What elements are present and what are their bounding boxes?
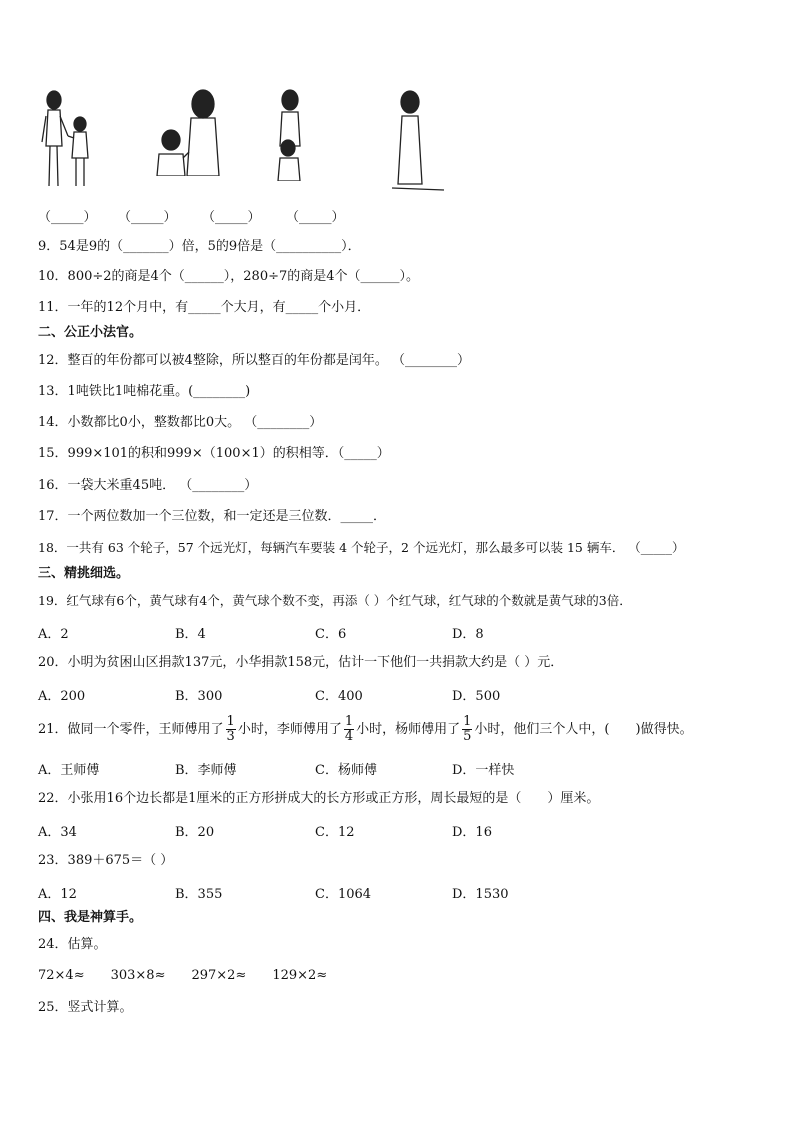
question-21-options: [38, 759, 738, 777]
option-d[interactable]: D．8: [452, 627, 484, 642]
question-20-options: [38, 685, 738, 703]
option-b[interactable]: B．20: [175, 825, 215, 840]
question-22: 22．小张用16个边长都是1厘米的正方形拼成大的长方形或正方形，周长最短的是（ ）厘米。: [38, 791, 600, 806]
section-4-heading: 四、我是神算手。: [38, 910, 143, 925]
option-c[interactable]: C．12: [315, 825, 355, 840]
answer-blank-2[interactable]: （_____）: [118, 210, 177, 225]
option-d[interactable]: D．1530: [452, 887, 509, 902]
question-25: 25．竖式计算。: [38, 1000, 133, 1015]
picture-mother-alone: [388, 86, 448, 192]
question-21-text-2: 小时，李师傅用了: [237, 722, 342, 737]
option-c[interactable]: C．杨师傅: [315, 763, 377, 778]
picture-mother-and-daughter-side: [274, 86, 314, 181]
question-24: 24．估算。: [38, 937, 107, 952]
option-d[interactable]: D．一样快: [452, 763, 515, 778]
picture-mother-and-daughter-back: [153, 86, 233, 176]
question-16: 16．一袋大米重45吨． （________）: [38, 478, 258, 493]
question-19-options: [38, 623, 738, 641]
question-12: 12．整百的年份都可以被4整除，所以整百的年份都是闰年。 （________）: [38, 353, 470, 368]
question-21-text-1: 21．做同一个零件，王师傅用了: [38, 722, 224, 737]
option-a[interactable]: A．2: [38, 627, 69, 642]
question-18: 18．一共有 63 个轮子，57 个远光灯，每辆汽车要装 4 个轮子，2 个远光灯，那么最多可以装 15 辆车． （_____）: [38, 540, 685, 555]
option-d[interactable]: D．16: [452, 825, 492, 840]
question-21-text-4: 小时，他们三个人中，( )做得快。: [474, 722, 693, 737]
fraction-one-third: $\frac{1}{3}$: [226, 714, 235, 744]
question-14: 14．小数都比0小，整数都比0大。 （________）: [38, 415, 323, 430]
section-2-heading: 二、公正小法官。: [38, 325, 143, 340]
question-13: 13．1吨铁比1吨棉花重。(________): [38, 384, 251, 399]
question-23-options: [38, 883, 738, 901]
question-19: 19．红气球有6个，黄气球有4个，黄气球个数不变，再添（ ）个红气球，红气球的个数就是黄气球的3倍．: [38, 593, 632, 608]
answer-blank-1[interactable]: （_____）: [38, 210, 97, 225]
question-10: 10．800÷2的商是4个（______），280÷7的商是4个（______）。: [38, 269, 420, 284]
question-15: 15．999×101的积和999×（100×1）的积相等．（_____）: [38, 446, 390, 461]
question-20: 20．小明为贫困山区捐款137元，小华捐款158元，估计一下他们一共捐款大约是（ ）元．: [38, 655, 564, 670]
question-9: 9．54是9的（_______）倍，5的9倍是（__________）．: [38, 239, 361, 254]
question-17: 17．一个两位数加一个三位数，和一定还是三位数．_____．: [38, 509, 387, 524]
question-22-options: [38, 821, 738, 839]
section-3-heading: 三、精挑细选。: [38, 566, 130, 581]
question-11: 11．一年的12个月中，有_____个大月，有_____个小月．: [38, 300, 371, 315]
option-b[interactable]: B．300: [175, 689, 223, 704]
answer-blank-4[interactable]: （_____）: [286, 210, 345, 225]
option-d[interactable]: D．500: [452, 689, 501, 704]
question-21: [38, 712, 693, 748]
option-b[interactable]: B．4: [175, 627, 206, 642]
picture-mother-and-daughter-front: [38, 86, 108, 192]
answer-blank-3[interactable]: （_____）: [202, 210, 261, 225]
option-c[interactable]: C．6: [315, 627, 347, 642]
question-23: 23．389＋675＝（ ）: [38, 853, 174, 868]
option-a[interactable]: A．34: [38, 825, 77, 840]
option-c[interactable]: C．1064: [315, 887, 372, 902]
option-a[interactable]: A．王师傅: [38, 763, 100, 778]
option-c[interactable]: C．400: [315, 689, 363, 704]
option-a[interactable]: A．12: [38, 887, 77, 902]
fraction-one-fifth: $\frac{1}{5}$: [463, 714, 472, 744]
option-a[interactable]: A．200: [38, 689, 86, 704]
option-b[interactable]: B．355: [175, 887, 223, 902]
fraction-one-fourth: $\frac{1}{4}$: [344, 714, 354, 744]
question-21-text-3: 小时，杨师傅用了: [356, 722, 461, 737]
option-b[interactable]: B．李师傅: [175, 763, 237, 778]
question-24-items: 72×4≈ 303×8≈ 297×2≈ 129×2≈: [38, 968, 328, 983]
observation-pictures: [38, 86, 458, 196]
